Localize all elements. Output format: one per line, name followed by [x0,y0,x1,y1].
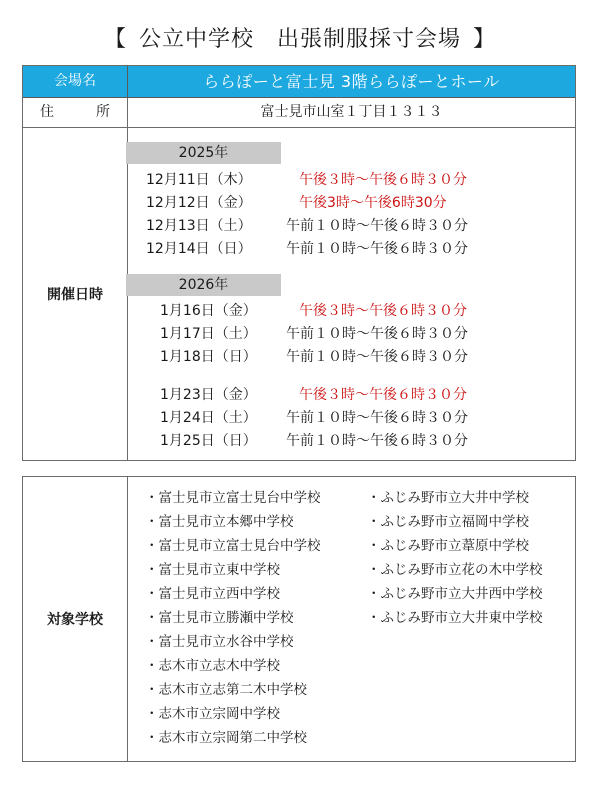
school-item: ・富士見市立東中学校 [145,562,280,578]
schools-table [22,476,576,762]
schedule-time: 午後３時～午後６時３０分 [299,387,467,403]
schedule-date: 1月24日（土） [160,410,257,426]
school-item: ・志木市立志第二木中学校 [145,682,307,698]
school-item: ・富士見市立水谷中学校 [145,634,294,650]
title-text: 公立中学校 出張制服採寸会場 [138,27,461,52]
schedule-date: 1月18日（日） [160,349,257,365]
school-item: ・富士見市立西中学校 [145,586,280,602]
schedule-row [128,238,575,260]
school-item: ・ふじみ野市立大井中学校 [367,490,529,506]
schedule-row [128,169,575,191]
schedule-date: 1月17日（土） [160,326,257,342]
schedule-row [128,346,575,368]
schedule-date: 12月11日（木） [146,172,252,188]
page-title [0,22,600,53]
schedule-time: 午後３時～午後６時３０分 [299,172,467,188]
year-badge-2025: 2025年 [126,142,281,164]
schedule-time: 午後３時～午後６時３０分 [299,303,467,319]
schedule-row [128,192,575,214]
schedule-time: 午前１０時～午後６時３０分 [286,218,468,234]
venue-name: ららぽーと富士見 3階ららぽーとホール [203,72,500,91]
address-label: 住 所 [40,104,124,120]
schedule-time: 午前１０時～午後６時３０分 [286,433,468,449]
school-item: ・ふじみ野市立大井東中学校 [367,610,543,626]
schedule-date: 12月12日（金） [146,195,252,211]
title-bracket-open: 【 [103,27,127,52]
schedule-time: 午前１０時～午後６時３０分 [286,241,468,257]
schedule-time: 午前１０時～午後６時３０分 [286,410,468,426]
venue-table [22,65,576,461]
address-row [23,98,575,128]
school-item: ・ふじみ野市立福岡中学校 [367,514,529,530]
school-item: ・富士見市立勝瀬中学校 [145,610,294,626]
schedule-row [128,215,575,237]
schools-divider [127,477,128,761]
school-item: ・ふじみ野市立葦原中学校 [367,538,529,554]
school-item: ・志木市立志木中学校 [145,658,280,674]
schedule-row [128,384,575,406]
school-item: ・ふじみ野市立花の木中学校 [367,562,543,578]
school-item: ・ふじみ野市立大井西中学校 [367,586,543,602]
schedule-date: 1月25日（日） [160,433,257,449]
schedule-time: 午前１０時～午後６時３０分 [286,326,468,342]
title-bracket-close: 】 [473,27,497,52]
school-item: ・志木市立宗岡中学校 [145,706,280,722]
schedule-row [128,300,575,322]
schedule-date: 1月23日（金） [160,387,257,403]
schools-label: 対象学校 [47,612,103,628]
school-item: ・富士見市立富士見台中学校 [145,538,321,554]
schedule-date: 12月14日（日） [146,241,252,257]
schedule-row [128,323,575,345]
venue-header-label: 会場名 [54,73,96,89]
schedule-date: 12月13日（土） [146,218,252,234]
schedule-label: 開催日時 [47,287,103,303]
school-item: ・富士見市立富士見台中学校 [145,490,321,506]
schedule-date: 1月16日（金） [160,303,257,319]
school-item: ・富士見市立本郷中学校 [145,514,294,530]
school-item: ・志木市立宗岡第二中学校 [145,730,307,746]
schedule-row [128,407,575,429]
schedule-time: 午前１０時～午後６時３０分 [286,349,468,365]
year-badge-2026: 2026年 [126,274,281,296]
schedule-time: 午後3時～午後6時30分 [299,195,447,211]
venue-header-row [23,66,575,98]
schedule-row [128,430,575,452]
address-value: 富士見市山室１丁目１３１３ [260,104,443,120]
